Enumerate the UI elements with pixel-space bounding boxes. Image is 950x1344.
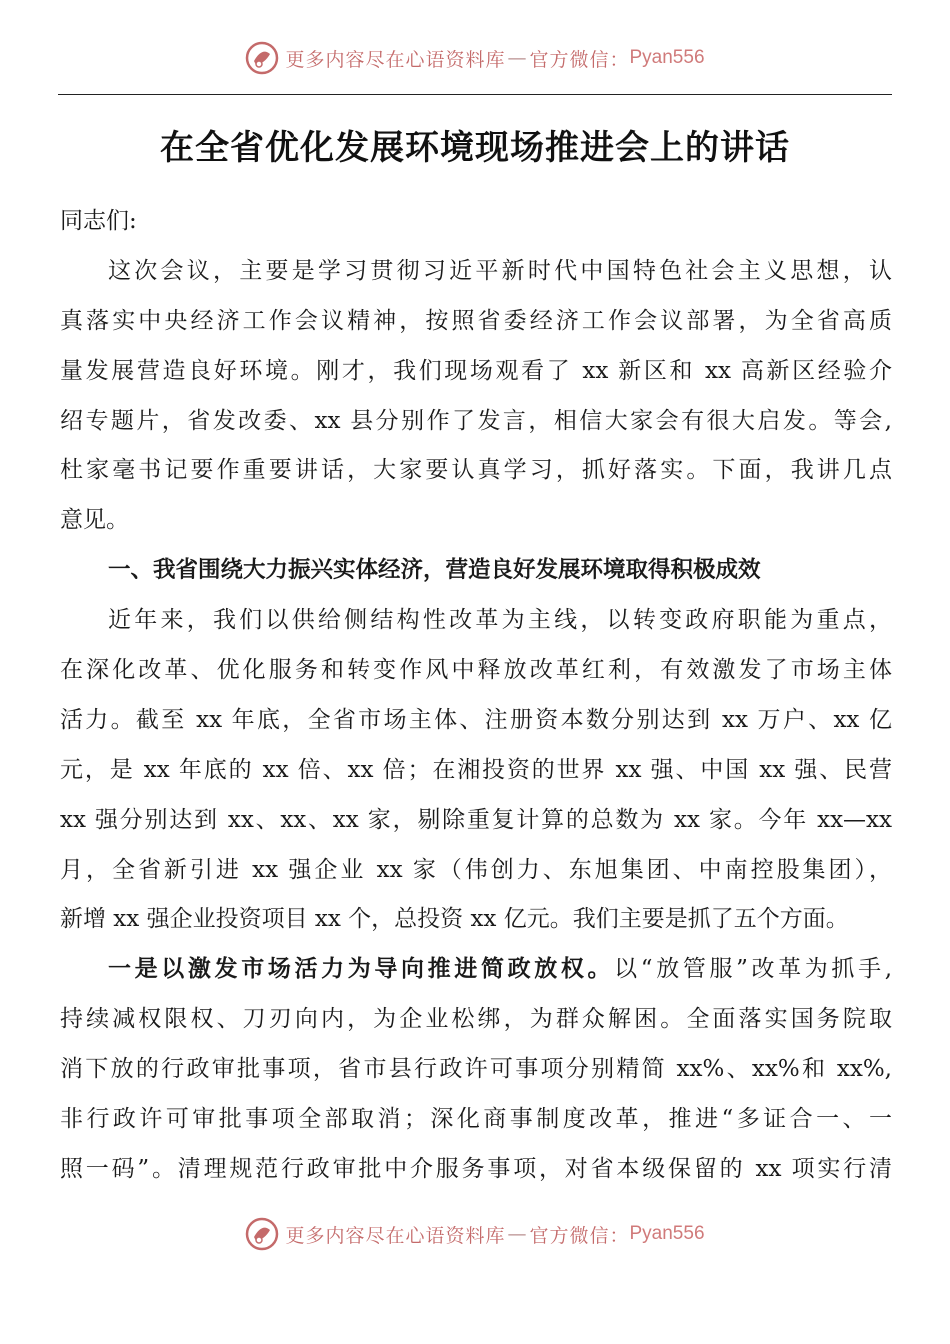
paragraph-line: 活力。截至 xx 年底，全省市场主体、注册资本数分别达到 xx 万户、xx 亿 bbox=[60, 706, 892, 733]
paragraph-line: 月，全省新引进 xx 强企业 xx 家（伟创力、东旭集团、中南控股集团）， bbox=[60, 856, 892, 883]
paragraph-line: 这次会议，主要是学习贯彻习近平新时代中国特色社会主义思想，认 bbox=[108, 257, 892, 284]
watermark-separator: — bbox=[507, 1223, 528, 1245]
paragraph-line: 在深化改革、优化服务和转变作风中释放改革红利，有效激发了市场主体 bbox=[60, 657, 892, 684]
paragraph-line: 真落实中央经济工作会议精神，按照省委经济工作会议部署，为全省高质 bbox=[60, 307, 892, 334]
paragraph-line: 杜家毫书记要作重要讲话，大家要认真学习，抓好落实。下面，我讲几点 bbox=[60, 457, 892, 484]
paragraph-line: 消下放的行政审批事项，省市县行政许可事项分别精简 xx%、xx%和 xx%, bbox=[60, 1056, 892, 1083]
watermark-text: 更多内容尽在心语资料库 bbox=[285, 48, 506, 71]
paragraph-line: 持续减权限权、刀刃向内，为企业松绑，为群众解困。全面落实国务院取 bbox=[60, 1006, 892, 1033]
logo-icon bbox=[245, 41, 279, 75]
paragraph-line: 非行政许可审批事项全部取消；深化商事制度改革，推进“多证合一、一 bbox=[60, 1106, 892, 1133]
watermark-label: 官方微信： bbox=[529, 1224, 630, 1247]
watermark-text: 更多内容尽在心语资料库 bbox=[285, 1224, 506, 1247]
logo-icon bbox=[245, 1217, 279, 1251]
watermark-label: 官方微信： bbox=[529, 48, 630, 71]
document-body bbox=[60, 197, 892, 1195]
footer-watermark bbox=[0, 1214, 950, 1254]
paragraph-line: 照一码”。清理规范行政审批中介服务事项，对省本级保留的 xx 项实行清 bbox=[60, 1155, 892, 1182]
paragraph-line: 近年来，我们以供给侧结构性改革为主线，以转变政府职能为重点， bbox=[108, 607, 892, 634]
section-heading: 一、我省围绕大力振兴实体经济，营造良好发展环境取得积极成效 bbox=[108, 557, 761, 584]
paragraph-line: 元，是 xx 年底的 xx 倍、xx 倍；在湘投资的世界 xx 强、中国 xx 强、民营 bbox=[60, 756, 892, 783]
watermark-separator: — bbox=[507, 47, 528, 69]
paragraph-line: 绍专题片，省发改委、xx 县分别作了发言，相信大家会有很大启发。等会, bbox=[60, 407, 892, 434]
salutation: 同志们: bbox=[60, 208, 137, 234]
paragraph-text: 以“放管服”改革为抓手, bbox=[614, 956, 893, 983]
paragraph-lead: 一是以激发市场活力为导向推进简政放权。 bbox=[108, 956, 615, 983]
header-divider bbox=[58, 94, 892, 95]
paragraph-line: 意见。 bbox=[60, 507, 129, 534]
paragraph-line: 量发展营造良好环境。刚才，我们现场观看了 xx 新区和 xx 高新区经验介 bbox=[60, 357, 892, 384]
page-title: 在全省优化发展环境现场推进会上的讲话 bbox=[160, 128, 790, 168]
paragraph-line: xx 强分别达到 xx、xx、xx 家，剔除重复计算的总数为 xx 家。今年 xx—xx bbox=[60, 806, 892, 833]
watermark-wechat-id: Pyan556 bbox=[629, 1223, 705, 1244]
paragraph-line: 新增 xx 强企业投资项目 xx 个，总投资 xx 亿元。我们主要是抓了五个方面。 bbox=[60, 906, 849, 933]
watermark-wechat-id: Pyan556 bbox=[629, 47, 705, 68]
paragraph-line bbox=[60, 945, 892, 995]
header-watermark bbox=[0, 38, 950, 78]
